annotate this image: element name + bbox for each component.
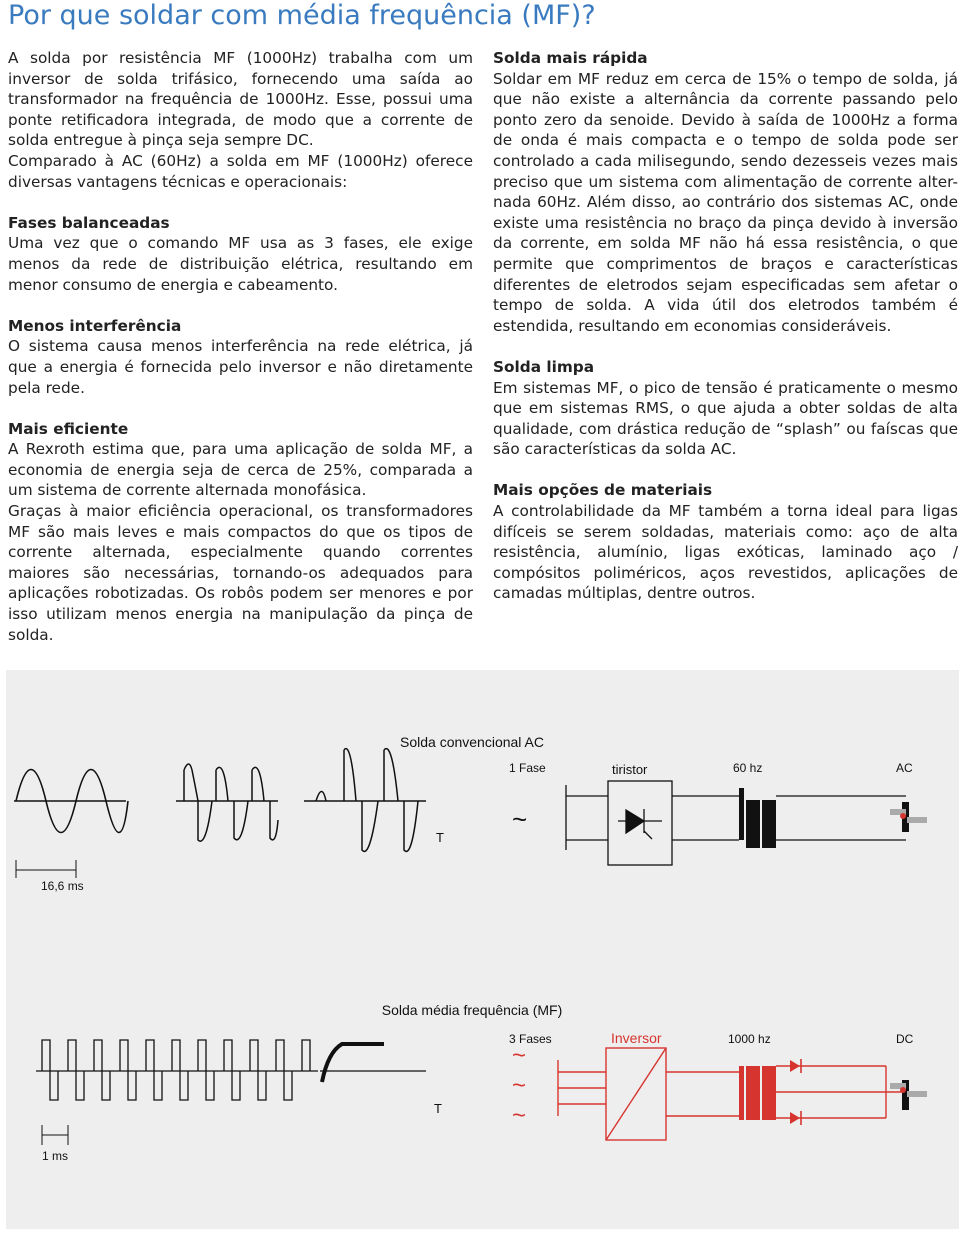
mf-source-tilde-2: ~ bbox=[512, 1072, 527, 1099]
mf-time-label: T bbox=[434, 1101, 442, 1116]
text-menos-interferencia: O sistema causa menos interferência na rede elétrica, já que a energia é fornecida pelo inversor e não diretamente pela rede. bbox=[8, 337, 473, 397]
mf-frequency-label: 1000 hz bbox=[728, 1032, 771, 1046]
ac-source-tilde: ~ bbox=[512, 804, 528, 834]
text-mais-opcoes: A controlabilidade da MF também a torna ideal para ligas difíceis se serem soldadas, materiais como: aço de alta resistência, alumínio, ligas exóticas, laminado aço / compósitos poliméricos, aços revestidos, aplicações de camadas múltiplas, dentre outros. bbox=[493, 502, 958, 603]
heading-fases-balanceadas: Fases balanceadas bbox=[8, 213, 170, 232]
mf-phase-label: 3 Fases bbox=[509, 1032, 552, 1046]
diagram-area bbox=[6, 670, 959, 1229]
mf-source-tilde-1: ~ bbox=[512, 1042, 527, 1069]
right-column bbox=[493, 48, 958, 604]
ac-time-label: T bbox=[436, 830, 444, 845]
ac-output-label: AC bbox=[896, 761, 913, 775]
text-fases-balanceadas: Uma vez que o comando MF usa as 3 fases, ele exige menos da rede de distribuição elétrica, resultando em menor consumo de energia e cabeamento. bbox=[8, 234, 473, 294]
ac-phase-cut-wave-1 bbox=[176, 764, 278, 841]
mf-transformer-icon bbox=[739, 1066, 776, 1120]
ac-diagram-title: Solda convencional AC bbox=[400, 734, 544, 750]
heading-mais-eficiente: Mais eficiente bbox=[8, 419, 129, 438]
text-solda-limpa: Em sistemas MF, o pico de tensão é praticamente o mesmo que em sistemas RMS, o que ajuda a obter soldas de alta qualidade, com drástica redução de “splash” ou faíscas que são características da solda AC. bbox=[493, 378, 958, 459]
ac-frequency-label: 60 hz bbox=[733, 761, 763, 775]
mf-dc-curve bbox=[320, 1044, 426, 1082]
ac-period-marker bbox=[16, 860, 76, 878]
ac-transformer-icon bbox=[739, 788, 776, 848]
mf-diagram-title: Solda média frequência (MF) bbox=[381, 1002, 563, 1018]
heading-mais-opcoes: Mais opções de materiais bbox=[493, 481, 713, 500]
page-title: Por que soldar com média frequência (MF)? bbox=[8, 0, 596, 31]
ac-component-label: tiristor bbox=[612, 762, 648, 777]
mf-period-marker bbox=[42, 1125, 68, 1145]
intro-paragraph-2: Comparado à AC (60Hz) a solda em MF (1000Hz) oferece diversas vantagens técnicas e operacionais: bbox=[8, 151, 473, 191]
ac-period-label: 16,6 ms bbox=[41, 879, 84, 893]
mf-diagram bbox=[36, 1002, 927, 1163]
ac-diagram bbox=[14, 734, 927, 893]
mf-source-tilde-3: ~ bbox=[512, 1102, 527, 1129]
mf-component-label: Inversor bbox=[611, 1030, 662, 1046]
mf-period-label: 1 ms bbox=[42, 1149, 69, 1163]
mf-circuit bbox=[558, 1048, 902, 1140]
left-column bbox=[8, 48, 473, 645]
ac-electrode-icon bbox=[890, 802, 927, 832]
text-mais-eficiente: A Rexroth estima que, para uma aplicação de solda MF, a economia de energia seja de cerca de 25%, comparada a um sistema de corrente alternada monofásica. bbox=[8, 440, 473, 500]
ac-sine-wave bbox=[14, 770, 128, 833]
heading-solda-limpa: Solda limpa bbox=[493, 357, 595, 376]
ac-phase-cut-wave-2 bbox=[304, 749, 426, 852]
intro-paragraph: A solda por resistência MF (1000Hz) trabalha com um inversor de solda trifásico, fornecendo uma saída ao transformador na frequência de 1000Hz. Esse, possui uma ponte retificadora integrada, de modo que a corrente de solda entregue à pinça seja sempre DC. bbox=[8, 49, 473, 150]
mf-electrode-icon bbox=[890, 1080, 927, 1110]
text-solda-mais-rapida: Soldar em MF reduz em cerca de 15% o tempo de solda, já que não existe a alternância da corrente passando pelo ponto zero da senoide. Devido à saída de 1000Hz a forma de onda é mais compacta e o tempo de solda pode ser controlado a cada milisegundo, sendo dezesseis vezes mais preciso que um sistema com alimentação de corrente alter-nada 60Hz. Além disso, ao contrário dos sistemas AC, onde existe uma resistência no braço da pinça devido à inversão da corrente, em solda MF não há essa resistência, o que permite que comprimentos de braços e características diferentes de eletrodos sejam especificadas sem afetar o tempo de solda. A vida útil dos eletrodos também é estendida, resultando em economias consideráveis. bbox=[493, 69, 958, 335]
heading-menos-interferencia: Menos interferência bbox=[8, 316, 182, 335]
mf-square-wave bbox=[36, 1040, 318, 1100]
text-mais-eficiente-2: Graças à maior eficiência operacional, os transformadores MF são mais leves e mais compactos do que os tipos de corrente alternada, especialmente quando correntes maiores são necessárias, tornando-os adequados para aplicações robotizadas. Os robôs podem ser menores e por isso utilizam menos energia na manipulação da pinça de solda. bbox=[8, 502, 473, 644]
ac-phase-label: 1 Fase bbox=[509, 761, 546, 775]
heading-solda-mais-rapida: Solda mais rápida bbox=[493, 49, 648, 67]
welding-diagrams bbox=[6, 670, 959, 1229]
mf-output-label: DC bbox=[896, 1032, 914, 1046]
ac-circuit bbox=[566, 781, 906, 865]
